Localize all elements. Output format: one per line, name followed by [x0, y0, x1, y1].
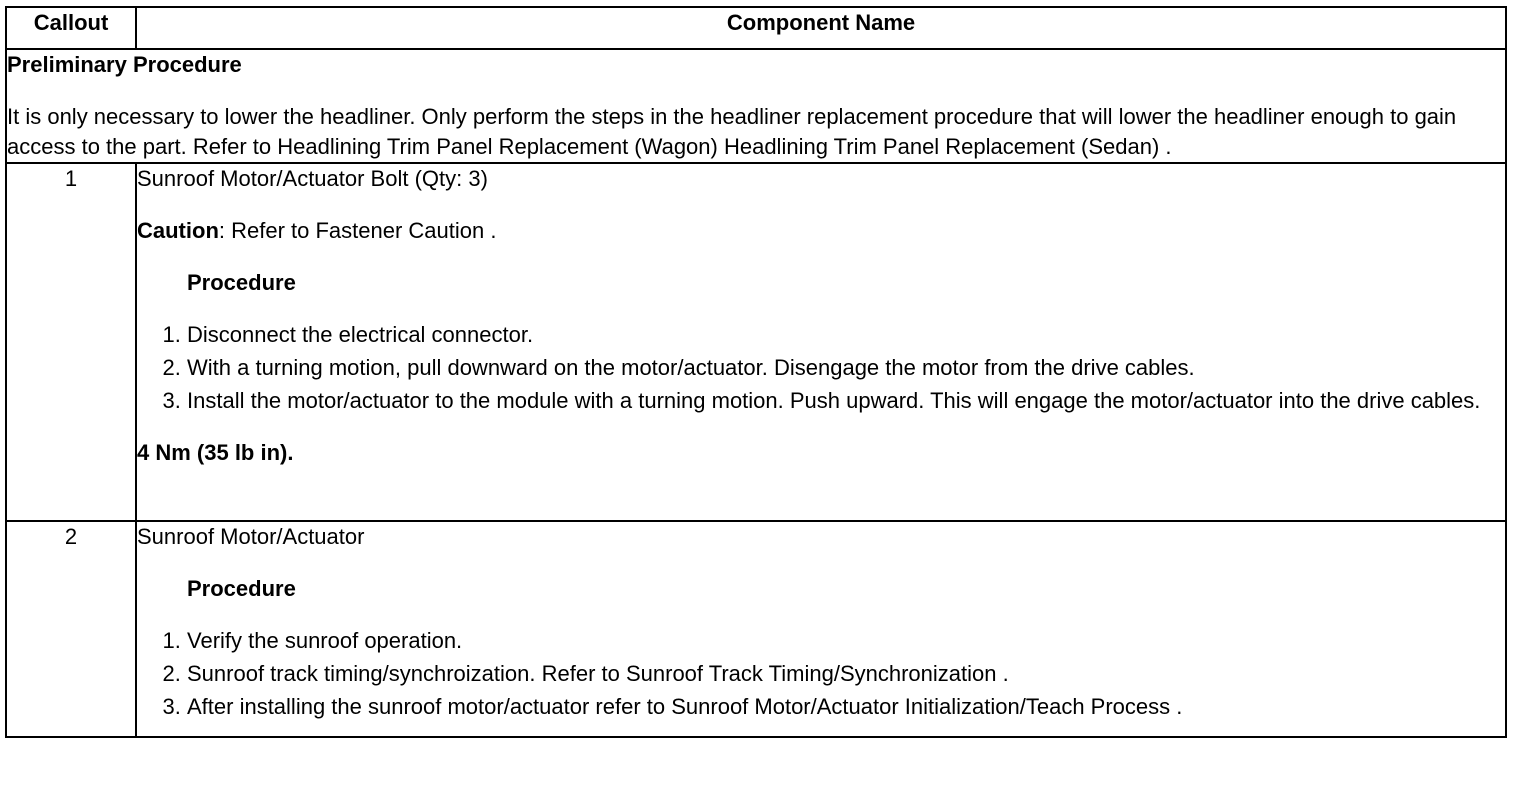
procedure-heading: Procedure — [187, 270, 296, 295]
caution-label: Caution — [137, 218, 219, 243]
header-row — [6, 7, 1506, 49]
preliminary-cell — [6, 49, 1506, 163]
callout-number: 2 — [6, 521, 136, 737]
list-item: 1. Verify the sunroof operation. — [187, 626, 1505, 656]
list-item: 3. After installing the sunroof motor/actuator refer to Sunroof Motor/Actuator Initialization/Teach Process . — [187, 692, 1505, 722]
procedure-table — [5, 6, 1507, 738]
preliminary-row — [6, 49, 1506, 163]
preliminary-title: Preliminary Procedure — [7, 52, 242, 77]
component-cell — [136, 521, 1506, 737]
table-row — [6, 163, 1506, 521]
caution-note — [137, 216, 1505, 246]
table-row — [6, 521, 1506, 737]
torque-spec: 4 Nm (35 lb in). — [137, 440, 294, 465]
preliminary-text: It is only necessary to lower the headliner. Only perform the steps in the headliner replacement procedure that will lower the headliner enough to gain access to the part. Refer to Headlining Trim Panel Replacement (Wagon) Headlining Trim Panel Replacement (Sedan) . — [7, 104, 1457, 159]
list-item: 3. Install the motor/actuator to the module with a turning motion. Push upward. This will engage the motor/actuator into the drive cables. — [187, 386, 1505, 416]
callout-number: 1 — [6, 163, 136, 521]
list-item: 2. Sunroof track timing/synchroization. Refer to Sunroof Track Timing/Synchronization . — [187, 659, 1505, 689]
procedure-steps — [137, 320, 1505, 416]
list-item: 2. With a turning motion, pull downward on the motor/actuator. Disengage the motor from the drive cables. — [187, 353, 1505, 383]
procedure-heading: Procedure — [187, 576, 296, 601]
component-name-header: Component Name — [136, 7, 1506, 49]
component-name: Sunroof Motor/Actuator Bolt (Qty: 3) — [137, 166, 488, 191]
procedure-steps — [137, 626, 1505, 722]
component-cell — [136, 163, 1506, 521]
callout-header: Callout — [6, 7, 136, 49]
list-item: 1. Disconnect the electrical connector. — [187, 320, 1505, 350]
component-name: Sunroof Motor/Actuator — [137, 524, 365, 549]
caution-text: : Refer to Fastener Caution . — [218, 218, 497, 243]
